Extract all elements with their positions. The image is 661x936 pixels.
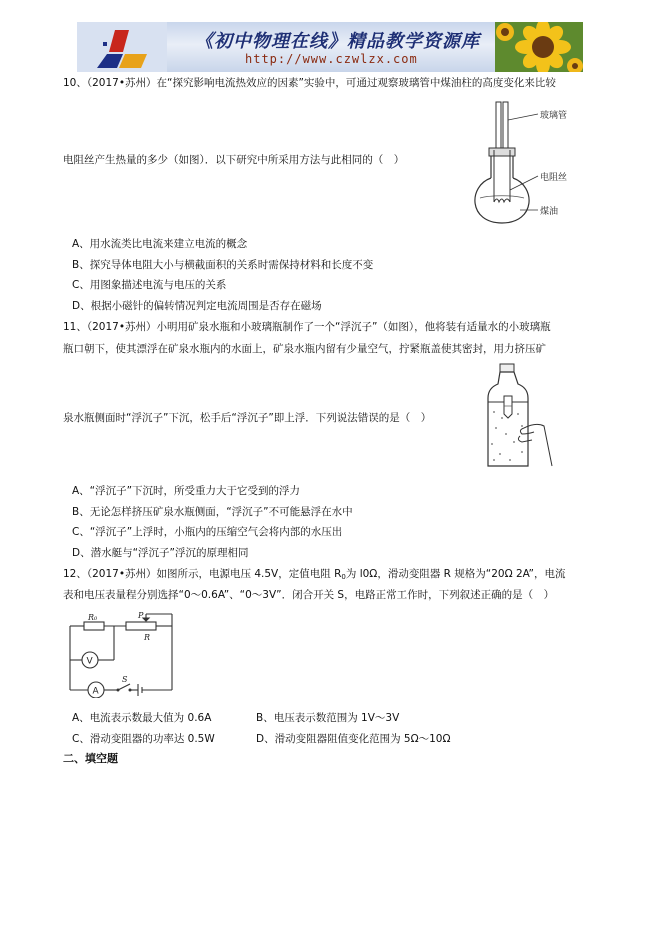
- q10-option-d: D、根据小磁针的偏转情况判定电流周围是否存在磁场: [72, 300, 322, 312]
- q11-stem-line2: 瓶口朝下，使其漂浮在矿泉水瓶内的水面上，矿泉水瓶内留有少量空气，拧紧瓶盖使其密封，用力挤压矿: [63, 343, 546, 355]
- q12-label-v: V: [86, 656, 93, 667]
- q12-option-b: B、电压表示数范围为 1V～3V: [256, 712, 400, 724]
- q11-option-b: B、无论怎样挤压矿泉水瓶侧面，“浮沉子”不可能悬浮在水中: [72, 506, 353, 518]
- q12-label-a: A: [92, 686, 99, 697]
- q10-stem-line1: 10、（2017•苏州）在“探究影响电流热效应的因素”实验中，可通过观察玻璃管中煤油柱的高度变化来比较: [63, 77, 556, 89]
- q10-stem-line2: 电阻丝产生热量的多少（如图）．以下研究中所采用方法与此相同的（ ）: [63, 154, 405, 166]
- logo-icon: [77, 22, 167, 72]
- section-fill-in-title: 二、填空题: [63, 752, 118, 765]
- q12-label-r0: R₀: [88, 613, 98, 622]
- q11-option-d: D、潜水艇与“浮沉子”浮沉的原理相同: [72, 547, 249, 559]
- q12-label-r: R: [144, 633, 151, 642]
- q10-option-b: B、探究导体电阻大小与横截面积的关系时需保持材料和长度不变: [72, 259, 374, 271]
- q12-label-s: S: [122, 675, 128, 684]
- q10-heating-figure: [460, 98, 590, 228]
- q12-stem-line1-sub: 0: [341, 573, 346, 581]
- q10-label-wire: 电阻丝: [540, 173, 568, 183]
- q12-option-a: A、电流表示数最大值为 0.6A: [72, 712, 212, 724]
- q11-bottle-figure: [478, 362, 558, 472]
- q12-circuit-figure: [66, 610, 178, 698]
- q12-stem-line2: 表和电压表量程分别选择“0～0.6A”、“0～3V”．闭合开关 S，电路正常工作时，下列叙述正确的是（ ）: [63, 589, 555, 601]
- q10-option-c: C、用图象描述电流与电压的关系: [72, 279, 227, 291]
- q12-label-p: P: [138, 611, 144, 620]
- q11-stem-line1: 11、（2017•苏州）小明用矿泉水瓶和小玻璃瓶制作了一个“浮沉子”（如图），他将装有适量水的小玻璃瓶: [63, 321, 551, 333]
- q11-option-a: A、“浮沉子”下沉时，所受重力大于它受到的浮力: [72, 485, 301, 497]
- q10-label-oil: 煤油: [540, 207, 559, 217]
- q12-option-d: D、滑动变阻器阻值变化范围为 5Ω～10Ω: [256, 733, 451, 745]
- header-banner: [77, 22, 583, 72]
- q12-option-c: C、滑动变阻器的功率达 0.5W: [72, 733, 215, 745]
- q12-stem-line1-a: 12、（2017•苏州）如图所示，电源电压 4.5V，定值电阻 R: [63, 568, 342, 580]
- banner-url: http://www.czwlzx.com: [245, 52, 418, 66]
- q11-stem-line3: 泉水瓶侧面时“浮沉子”下沉，松手后“浮沉子”即上浮．下列说法错误的是（ ）: [63, 412, 432, 424]
- q11-option-c: C、“浮沉子”上浮时，小瓶内的压缩空气会将内部的水压出: [72, 526, 343, 538]
- q12-stem-line1: [63, 567, 565, 584]
- q12-stem-line1-b: 为 l0Ω，滑动变阻器 R 规格为“20Ω 2A”，电流: [345, 568, 566, 580]
- q10-label-tube: 玻璃管: [540, 111, 568, 121]
- sunflower-icon: [495, 22, 583, 72]
- banner-title: 《初中物理在线》精品教学资源库: [195, 31, 480, 52]
- q10-option-a: A、用水流类比电流来建立电流的概念: [72, 238, 248, 250]
